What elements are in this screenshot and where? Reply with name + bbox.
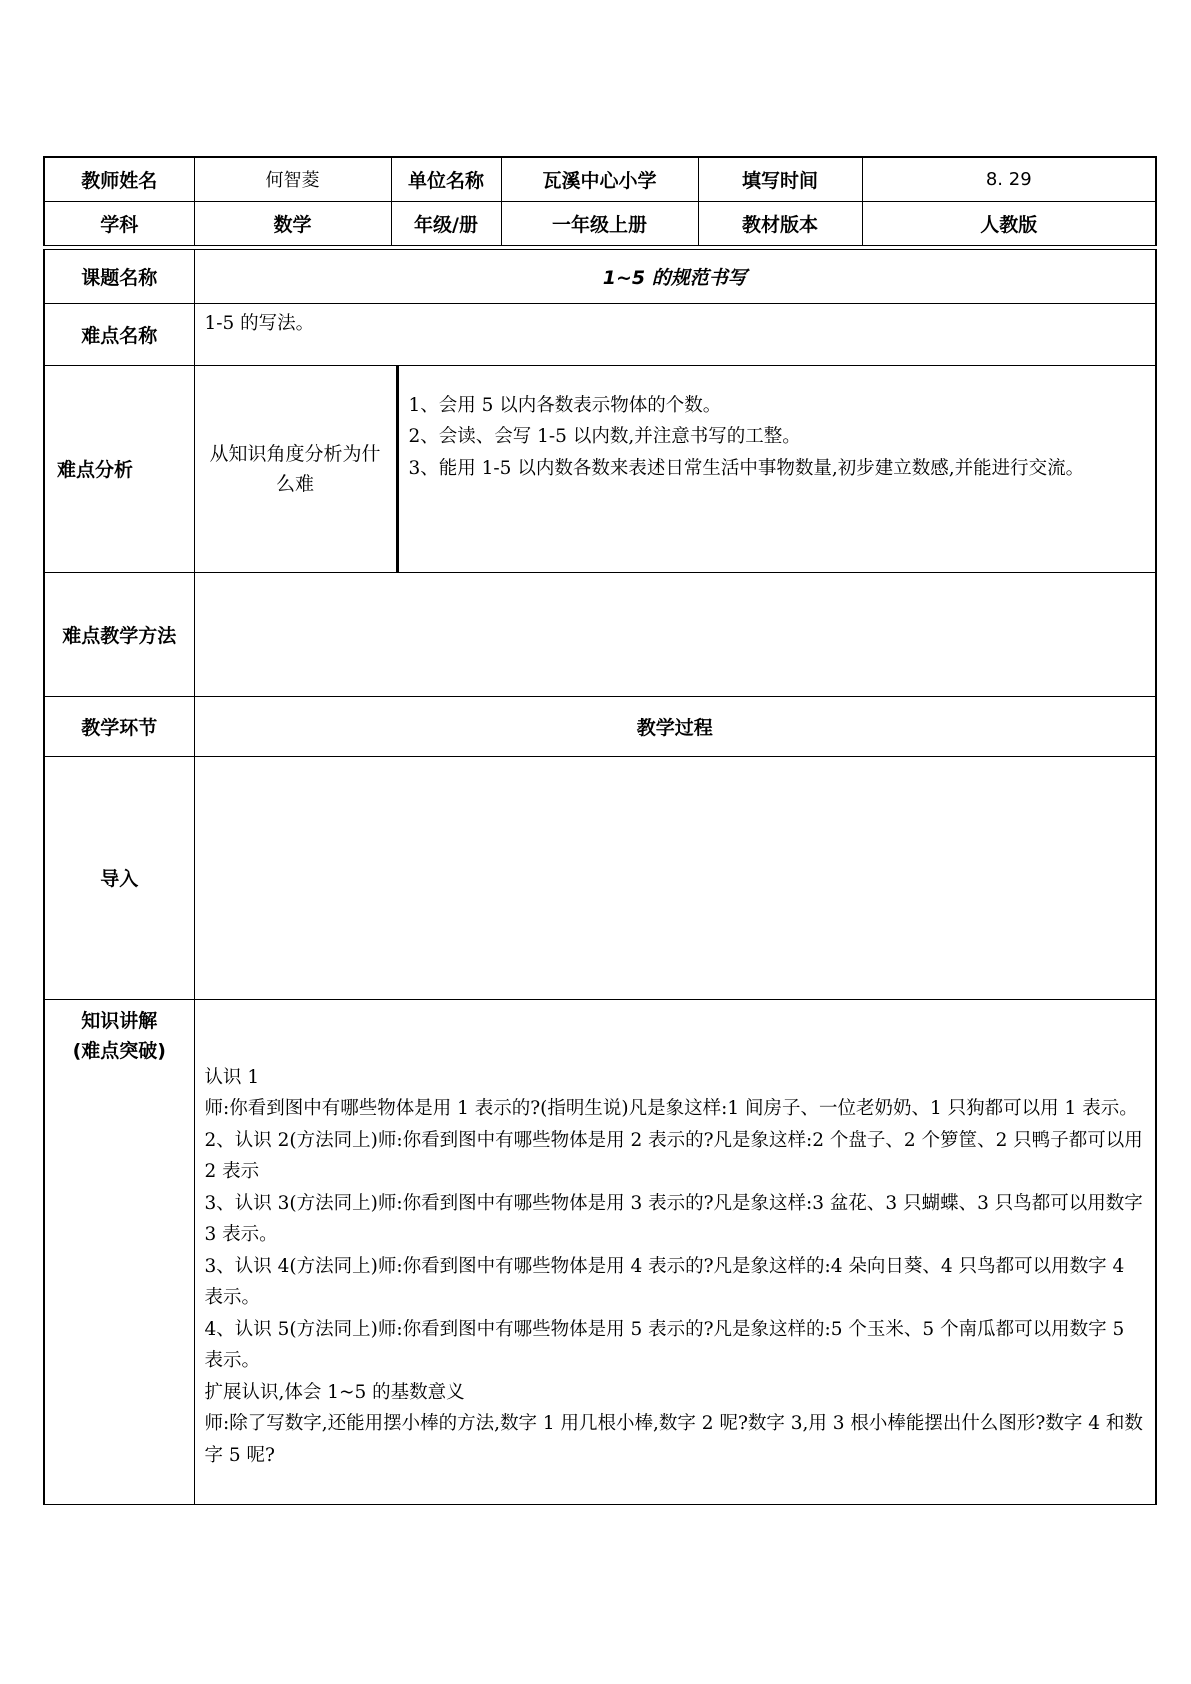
knowledge-para-1: 认识 1 bbox=[204, 1066, 260, 1088]
knowledge-content bbox=[194, 999, 1156, 1504]
knowledge-para-6: 4、认识 5(方法同上)师:你看到图中有哪些物体是用 5 表示的?凡是象这样的:5 个玉米、5 个南瓜都可以用数字 5 表示。 bbox=[204, 1318, 1125, 1371]
knowledge-para-3: 2、认识 2(方法同上)师:你看到图中有哪些物体是用 2 表示的?凡是象这样:2 个盘子、2 个箩筐、2 只鸭子都可以用 2 表示 bbox=[204, 1129, 1143, 1182]
fill-time-label: 填写时间 bbox=[698, 157, 862, 201]
subject-label: 学科 bbox=[44, 201, 194, 245]
analysis-line-2: 2、会读、会写 1-5 以内数,并注意书写的工整。 bbox=[408, 426, 801, 447]
edition-value: 人教版 bbox=[862, 201, 1156, 245]
unit-name-label: 单位名称 bbox=[391, 157, 501, 201]
intro-value bbox=[194, 756, 1156, 999]
grade-label: 年级/册 bbox=[391, 201, 501, 245]
topic-value: 1~5 的规范书写 bbox=[194, 249, 1156, 303]
knowledge-para-4: 3、认识 3(方法同上)师:你看到图中有哪些物体是用 3 表示的?凡是象这样:3 盆花、3 只蝴蝶、3 只鸟都可以用数字 3 表示。 bbox=[204, 1192, 1143, 1245]
edition-label: 教材版本 bbox=[698, 201, 862, 245]
knowledge-para-8: 师:除了写数字,还能用摆小棒的方法,数字 1 用几根小棒,数字 2 呢?数字 3,用 3 根小棒能摆出什么图形?数字 4 和数字 5 呢? bbox=[204, 1413, 1143, 1466]
analysis-content bbox=[397, 365, 1156, 572]
knowledge-label-line1: 知识讲解 bbox=[81, 1009, 158, 1032]
process-label: 教学过程 bbox=[194, 696, 1156, 756]
subject-value: 数学 bbox=[194, 201, 391, 245]
analysis-label: 难点分析 bbox=[44, 365, 194, 572]
knowledge-para-2: 师:你看到图中有哪些物体是用 1 表示的?(指明生说)凡是象这样:1 间房子、一位老奶奶、1 只狗都可以用 1 表示。 bbox=[204, 1098, 1138, 1119]
stage-label: 教学环节 bbox=[44, 696, 194, 756]
method-label: 难点教学方法 bbox=[44, 572, 194, 696]
topic-label: 课题名称 bbox=[44, 249, 194, 303]
method-value bbox=[194, 572, 1156, 696]
teacher-name-value: 何智菱 bbox=[194, 157, 391, 201]
grade-value: 一年级上册 bbox=[501, 201, 698, 245]
analysis-line-1: 1、会用 5 以内各数表示物体的个数。 bbox=[408, 394, 722, 416]
knowledge-label bbox=[44, 999, 194, 1504]
fill-time-value: 8. 29 bbox=[862, 157, 1156, 201]
difficulty-label: 难点名称 bbox=[44, 303, 194, 365]
analysis-line-3: 3、能用 1-5 以内数各数来表述日常生活中事物数量,初步建立数感,并能进行交流。 bbox=[408, 457, 1085, 479]
intro-label: 导入 bbox=[44, 756, 194, 999]
main-table bbox=[43, 249, 1157, 1505]
unit-name-value: 瓦溪中心小学 bbox=[501, 157, 698, 201]
lesson-plan-sheet bbox=[43, 156, 1155, 1505]
teacher-name-label: 教师姓名 bbox=[44, 157, 194, 201]
header-table bbox=[43, 156, 1157, 246]
knowledge-top-gap bbox=[205, 1008, 1146, 1062]
difficulty-value: 1-5 的写法。 bbox=[194, 303, 1156, 365]
analysis-sub-label: 从知识角度分析为什么难 bbox=[194, 365, 397, 572]
knowledge-para-5: 3、认识 4(方法同上)师:你看到图中有哪些物体是用 4 表示的?凡是象这样的:4 朵向日葵、4 只鸟都可以用数字 4 表示。 bbox=[204, 1255, 1125, 1308]
knowledge-para-7: 扩展认识,体会 1~5 的基数意义 bbox=[204, 1381, 465, 1403]
knowledge-label-line2: (难点突破) bbox=[72, 1039, 166, 1062]
